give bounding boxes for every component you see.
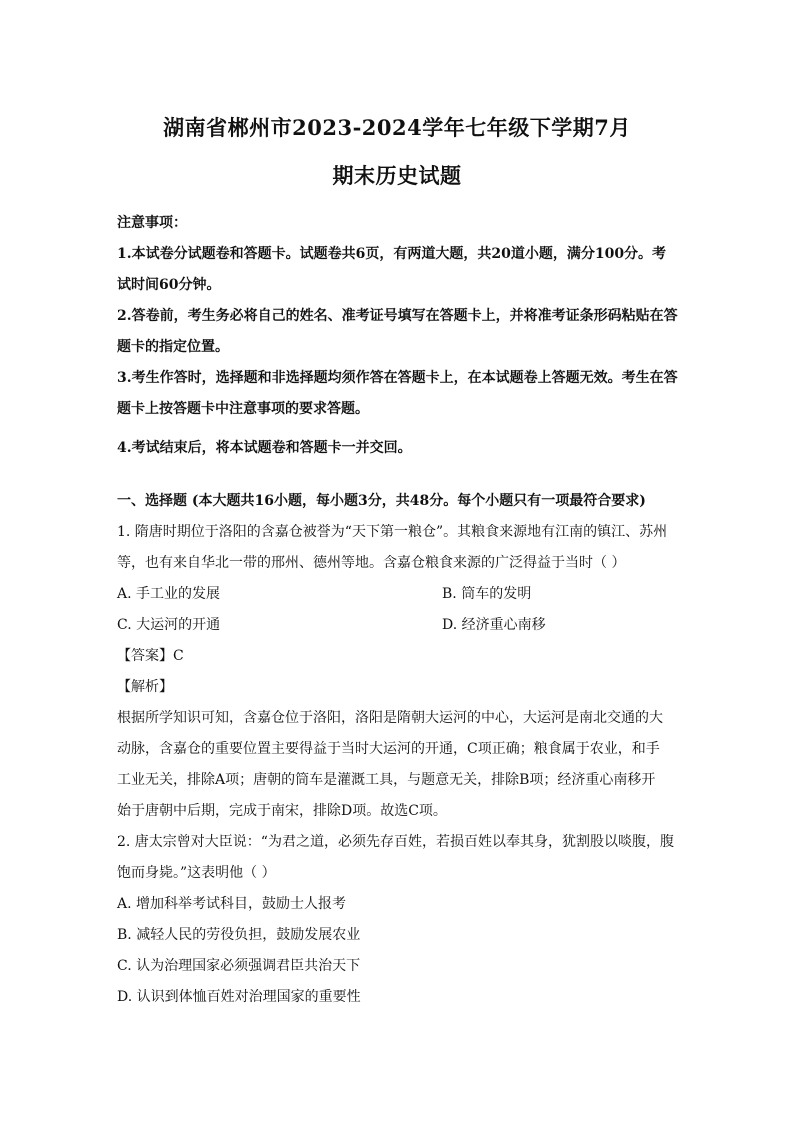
question-2-option-b: B. 减轻人民的劳役负担，鼓励发展农业 xyxy=(117,927,361,943)
notice-item-1-line-2: 试时间60分钟。 xyxy=(117,277,221,293)
notice-heading: 注意事项： xyxy=(117,215,187,231)
question-1-analysis-line-3: 工业无关，排除A项；唐朝的筒车是灌溉工具，与题意无关，排除B项；经济重心南移开 xyxy=(117,772,656,788)
question-1-options-row-1 xyxy=(117,579,679,610)
question-1-stem-line-2: 等，也有来自华北一带的邢州、德州等地。含嘉仓粮食来源的广泛得益于当时（ ） xyxy=(117,555,626,571)
question-2-option-c: C. 认为治理国家必须强调君臣共治天下 xyxy=(117,958,361,974)
question-1-analysis-line-4: 始于唐朝中后期，完成于南宋，排除D项。故选C项。 xyxy=(117,803,447,819)
exam-title-line1: 湖南省郴州市2023-2024学年七年级下学期7月 xyxy=(163,115,631,140)
section-1-heading: 一、选择题 (本大题共16小题，每小题3分，共48分。每个小题只有一项最符合要求) xyxy=(117,493,646,509)
question-1-answer: 【答案】C xyxy=(117,648,184,664)
question-1-option-d: D. 经济重心南移 xyxy=(442,617,546,633)
question-1-analysis-line-1: 根据所学知识可知，含嘉仓位于洛阳，洛阳是隋朝大运河的中心，大运河是南北交通的大 xyxy=(117,710,663,726)
notice-item-2-line-2: 题卡的指定位置。 xyxy=(117,339,229,355)
question-1-option-c: C. 大运河的开通 xyxy=(117,617,221,633)
notice-item-1-line-1: 1.本试卷分试题卷和答题卡。试题卷共6页，有两道大题，共20道小题，满分100分。考 xyxy=(117,246,667,262)
question-1-option-b: B. 筒车的发明 xyxy=(442,586,532,602)
question-2-stem-line-1: 2. 唐太宗曾对大臣说：“为君之道，必须先存百姓，若损百姓以奉其身，犹割股以啖腹，腹 xyxy=(117,834,674,850)
question-1-option-a: A. 手工业的发展 xyxy=(117,586,221,602)
notice-item-2-line-1: 2.答卷前，考生务必将自己的姓名、准考证号填写在答题卡上，并将准考证条形码粘贴在答 xyxy=(117,308,678,324)
question-1-options-row-2 xyxy=(117,610,679,641)
question-1-stem-line-1: 1. 隋唐时期位于洛阳的含嘉仓被誉为“天下第一粮仓”。其粮食来源地有江南的镇江、苏州 xyxy=(117,524,668,540)
notice-item-3-line-2: 题卡上按答题卡中注意事项的要求答题。 xyxy=(117,401,369,417)
question-1-analysis-line-2: 动脉，含嘉仓的重要位置主要得益于当时大运河的开通，C项正确；粮食属于农业，和手 xyxy=(117,741,660,757)
notice-item-4: 4.考试结束后，将本试题卷和答题卡一并交回。 xyxy=(117,440,412,456)
notice-item-3-line-1: 3.考生作答时，选择题和非选择题均须作答在答题卡上，在本试题卷上答题无效。考生在答 xyxy=(117,370,678,386)
question-2-option-d: D. 认识到体恤百姓对治理国家的重要性 xyxy=(117,989,361,1005)
question-2-stem-line-2: 饱而身毙。”这表明他（ ） xyxy=(117,865,276,881)
exam-title-line2: 期末历史试题 xyxy=(332,163,462,188)
exam-body xyxy=(117,208,679,1013)
question-2-option-a: A. 增加科举考试科目，鼓励士人报考 xyxy=(117,896,347,912)
question-1-analysis-label: 【解析】 xyxy=(117,679,173,695)
